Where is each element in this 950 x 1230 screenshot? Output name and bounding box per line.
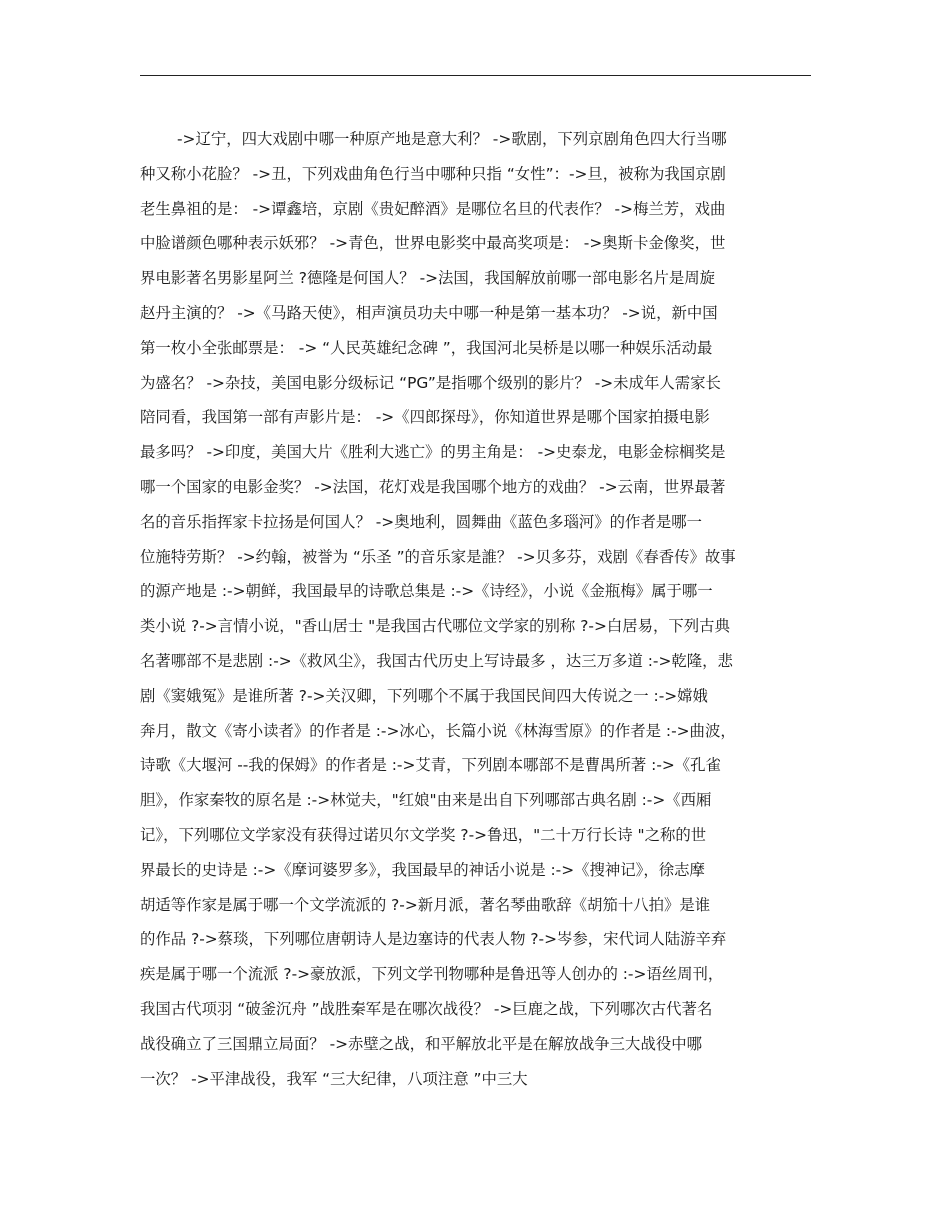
text-line: 胆》，作家秦牧的原名是 :->林觉夫，"红娘"由来是出自下列哪部古典名剧 :->《西厢 (140, 791, 712, 810)
text-line: 类小说 ?->言情小说，"香山居士 "是我国古代哪位文学家的别称 ?->白居易，下列古典 (140, 617, 730, 636)
text-line: 陪同看，我国第一部有声影片是： ->《四郎探母》，你知道世界是哪个国家拍摄电影 (140, 408, 710, 427)
text-line: 老生鼻祖的是： ->谭鑫培，京剧《贵妃醉酒》是哪位名旦的代表作？ ->梅兰芳，戏曲 (140, 199, 726, 218)
text-line: 剧《窦娥冤》是谁所著 ?->关汉卿，下列哪个不属于我国民间四大传说之一 :->嫦娥 (140, 686, 708, 705)
text-line: 第一枚小全张邮票是： -> “人民英雄纪念碑 ”，我国河北吴桥是以哪一种娱乐活动最 (140, 338, 713, 357)
text-line: 我国古代项羽 “破釜沉舟 ”战胜秦军是在哪次战役？ ->巨鹿之战，下列哪次古代著名 (140, 999, 713, 1018)
header-rule (140, 75, 811, 76)
text-line: 一次？ ->平津战役，我军 “三大纪律，八项注意 ”中三大 (140, 1069, 528, 1088)
text-line: 胡适等作家是属于哪一个文学流派的 ?->新月派，著名琴曲歌辞《胡笳十八拍》是谁 (140, 895, 711, 914)
text-line: 界最长的史诗是 :->《摩诃婆罗多》，我国最早的神话小说是 :->《搜神记》，徐志摩 (140, 860, 705, 879)
text-line: 赵丹主演的？ ->《马路天使》，相声演员功夫中哪一种是第一基本功？ ->说，新中国 (140, 303, 718, 322)
text-line: 为盛名？ ->杂技，美国电影分级标记 “PG”是指哪个级别的影片？ ->未成年人需家长 (140, 373, 721, 392)
text-line: 的作品 ?->蔡琰，下列哪位唐朝诗人是边塞诗的代表人物 ?->岑参，宋代词人陆游辛弃 (140, 930, 727, 949)
text-line: 位施特劳斯？ ->约翰，被誉为 “乐圣 ”的音乐家是誰？ ->贝多芬，戏剧《春香传》故事 (140, 547, 736, 566)
text-line: 中脸谱颜色哪种表示妖邪？ ->青色，世界电影奖中最高奖项是： ->奥斯卡金像奖，世 (140, 234, 726, 253)
text-line: 名的音乐指挥家卡拉扬是何国人？ ->奥地利，圆舞曲《蓝色多瑙河》的作者是哪一 (140, 512, 703, 531)
text-line: 种又称小花脸？ ->丑，下列戏曲角色行当中哪种只指 “女性”：->旦，被称为我国京剧 (140, 164, 726, 183)
text-line: 疾是属于哪一个流派 ?->豪放派，下列文学刊物哪种是鲁迅等人创办的 :->语丝周刊， (140, 965, 724, 984)
text-line: 战役确立了三国鼎立局面？ ->赤壁之战，和平解放北平是在解放战争三大战役中哪 (140, 1034, 703, 1053)
text-line: 奔月，散文《寄小读者》的作者是 :->冰心，长篇小说《林海雪原》的作者是 :->曲波， (140, 721, 736, 740)
text-line: 的源产地是 :->朝鲜，我国最早的诗歌总集是 :->《诗经》，小说《金瓶梅》属于哪一 (140, 582, 713, 601)
text-line: 名著哪部不是悲剧 :->《救风尘》，我国古代历史上写诗最多 ，达三万多道 :->乾隆，悲 (140, 651, 733, 670)
text-line: 诗歌《大堰河 --我的保姆》的作者是 :->艾青，下列剧本哪部不是曹禺所著 :->《孔雀 (140, 756, 721, 775)
text-line: 记》，下列哪位文学家没有获得过诺贝尔文学奖 ?->鲁迅，"二十万行长诗 "之称的世 (140, 825, 707, 844)
text-line: 哪一个国家的电影金奖？ ->法国，花灯戏是我国哪个地方的戏曲？ ->云南，世界最著 (140, 477, 726, 496)
text-line: ->辽宁，四大戏剧中哪一种原产地是意大利？ ->歌剧，下列京剧角色四大行当哪 (177, 130, 727, 148)
text-line: 界电影著名男影星阿兰 ?德隆是何国人？ ->法国，我国解放前哪一部电影名片是周旋 (140, 269, 716, 288)
text-line: 最多吗？ ->印度，美国大片《胜利大逃亡》的男主角是： ->史泰龙，电影金棕榈奖是 (140, 443, 726, 462)
document-body (140, 122, 812, 1096)
